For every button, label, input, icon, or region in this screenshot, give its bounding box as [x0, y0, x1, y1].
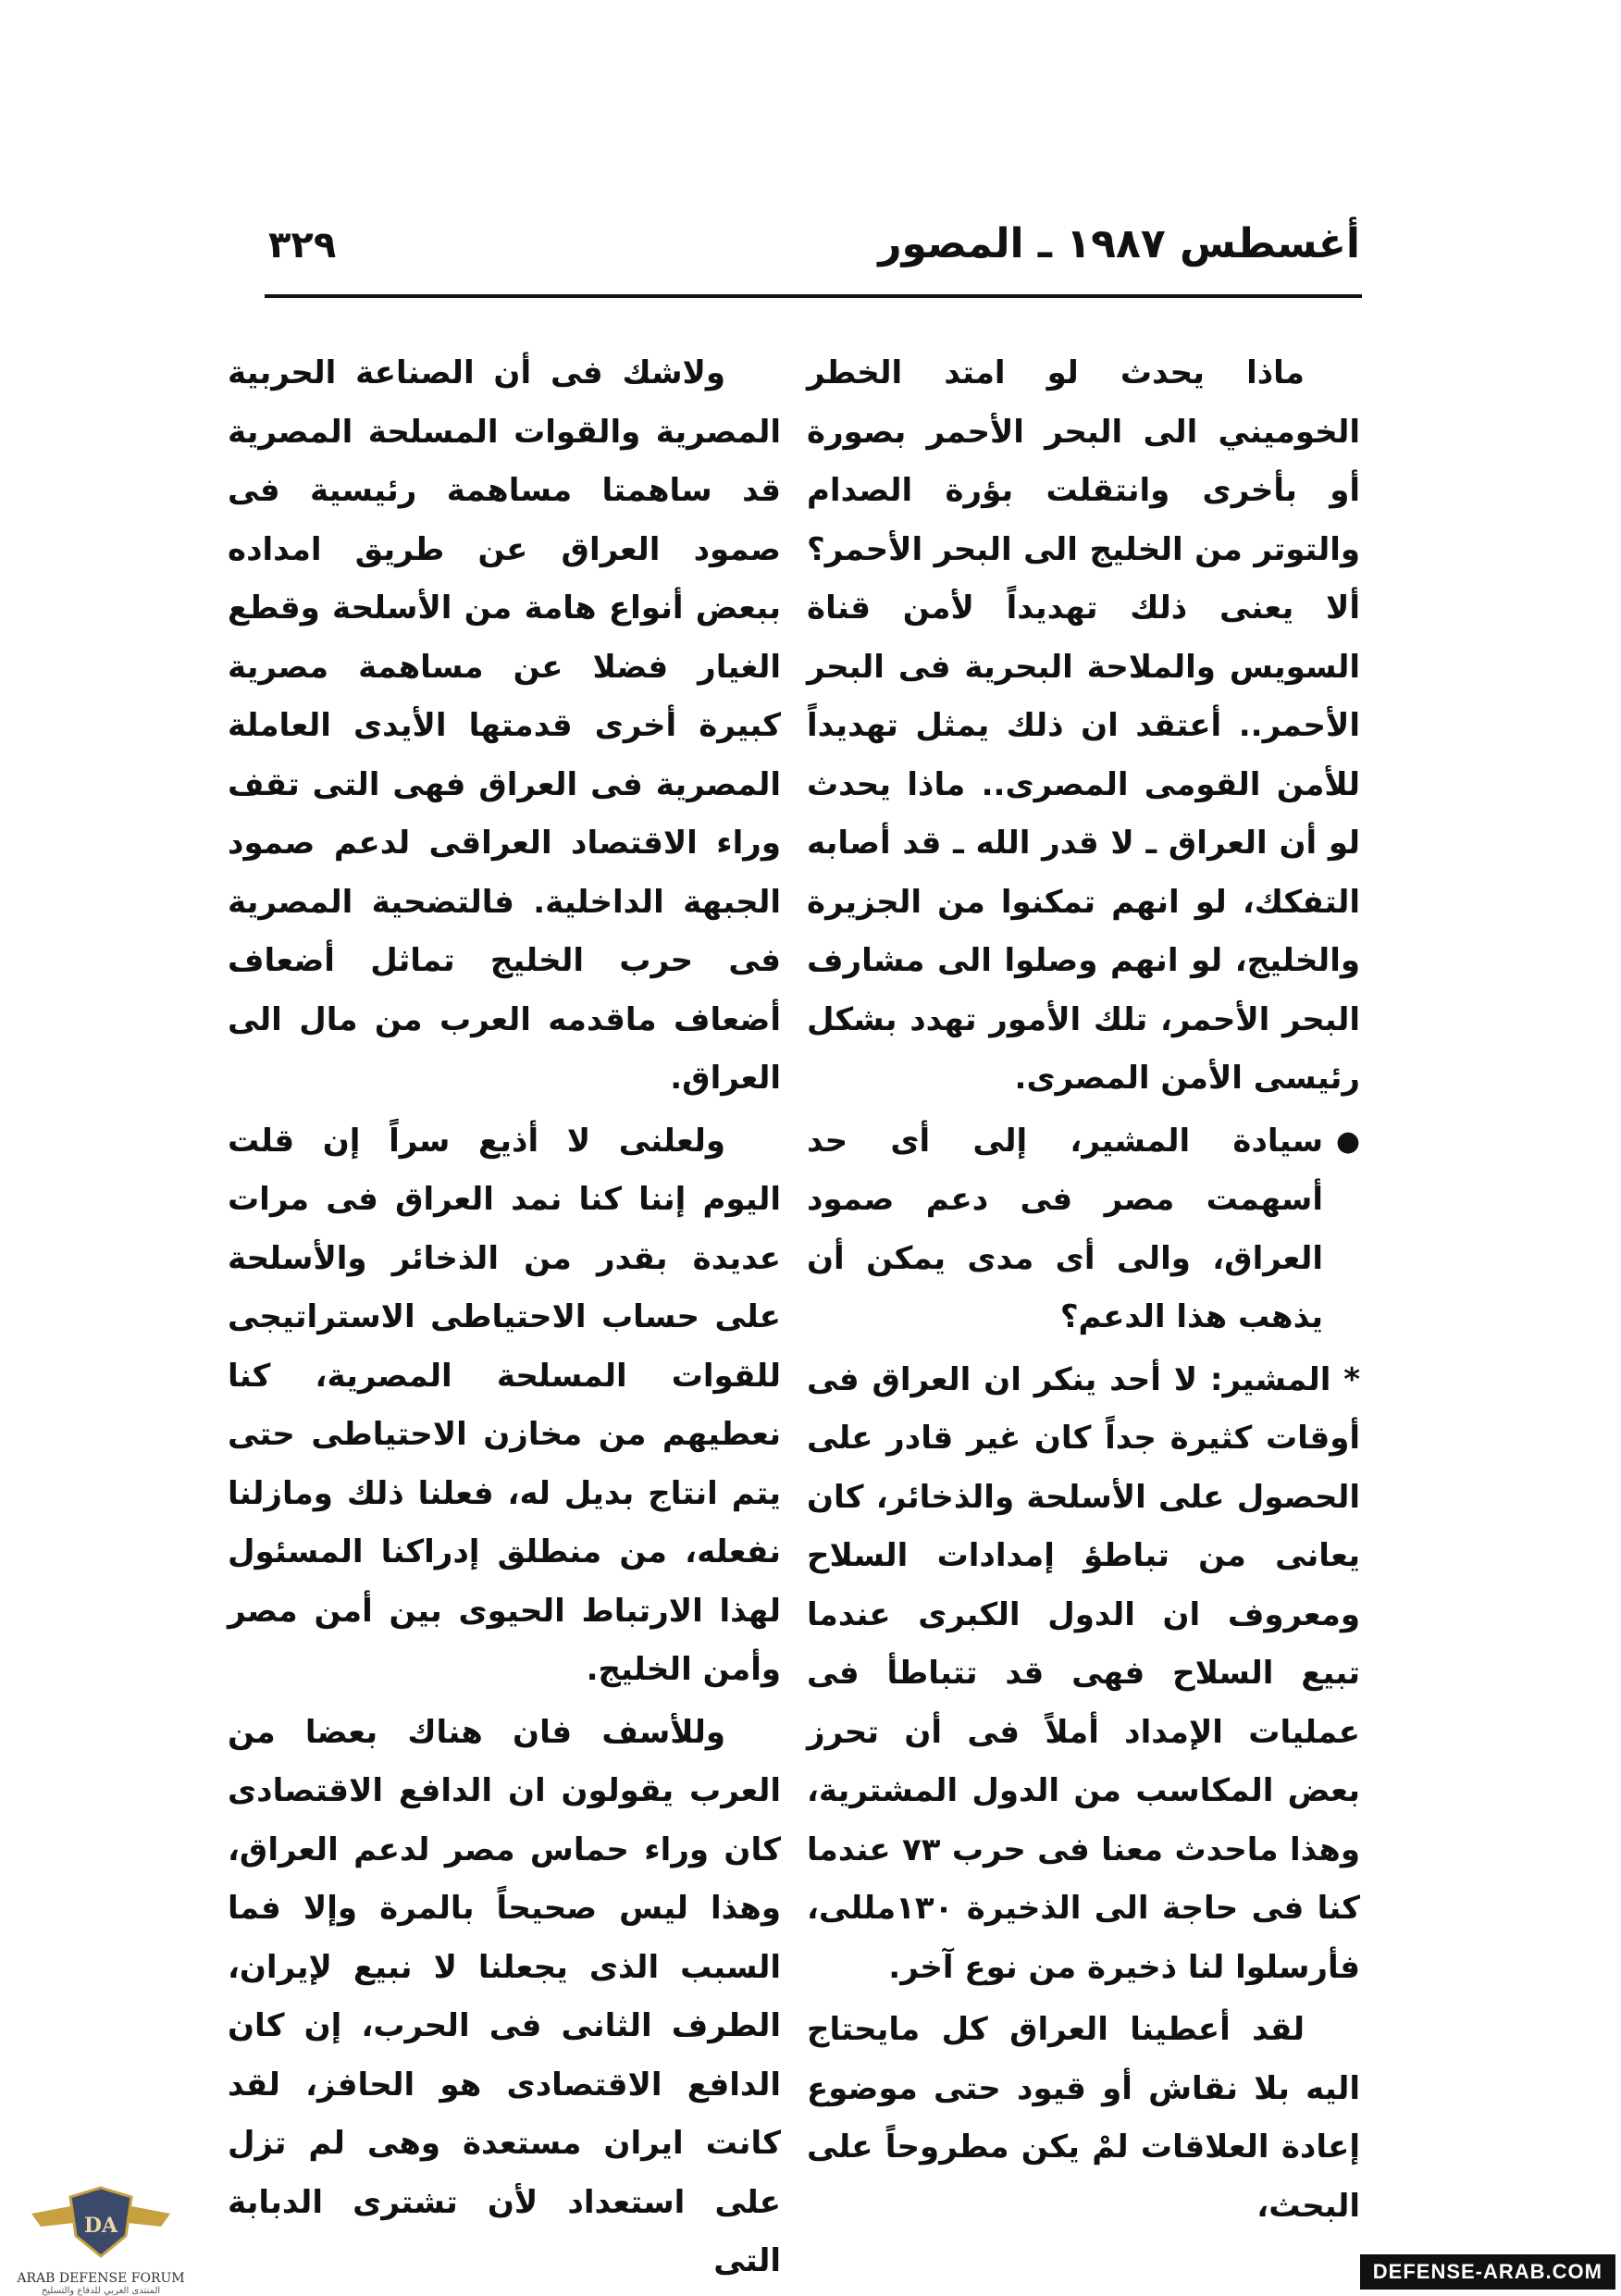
question-text: سيادة المشير، إلى أى حد أسهمت مصر فى دعم صمود العراق، والى أى مدى يمكن أن يذهب هذا الدعم؟ [807, 1122, 1323, 1335]
paragraph: وللأسف فان هناك بعضا من العرب يقولون ان الدافع الاقتصادى كان وراء حماس مصر لدعم العراق، وهذا ليس صحيحاً بالمرة وإلا فما السبب الذى يجعلنا لا نبيع لإيران، الطرف الثانى فى الحرب، إن كان الدافع الاقتصادى هو الحافز، لقد كانت ايران مستعدة وهى لم تزل على استعداد لأن تشترى الدبابة التى [228, 1713, 781, 2279]
page-number: ٣٢٩ [268, 224, 337, 267]
forum-logo [13, 2182, 189, 2296]
logo-letters: DA [83, 2214, 118, 2238]
site-watermark: DEFENSE-ARAB.COM [1360, 2254, 1615, 2290]
shield-logo-icon [13, 2182, 189, 2271]
paragraph: ماذا يحدث لو امتد الخطر الخوميني الى البحر الأحمر بصورة أو بأخرى وانتقلت بؤرة الصدام والتوتر من الخليج الى البحر الأحمر؟ ألا يعنى ذلك تهديداً لأمن قناة السويس والملاحة البحرية فى البحر الأحمر.. أعتقد ان ذلك يمثل تهديداً للأمن القومى المصرى.. ماذا يحدث لو أن العراق ـ لا قدر الله ـ قد أصابه التفكك، لو انهم تمكنوا من الجزيرة والخليج، لو انهم وصلوا الى مشارف البحر الأحمر، تلك الأمور تهدد بشكل رئيسى الأمن المصرى. [807, 354, 1360, 1097]
paragraph: لقد أعطينا العراق كل مايحتاج اليه بلا نقاش أو قيود حتى موضوع إعادة العلاقات لمْ يكن مطروحاً على البحث، [807, 2011, 1360, 2225]
page-header [268, 220, 1360, 285]
running-title: أغسطس ١٩٨٧ ـ المصور [878, 220, 1360, 267]
logo-caption: ARAB DEFENSE FORUM [17, 2271, 185, 2286]
left-column [228, 344, 781, 2295]
star-icon: * [1343, 1360, 1361, 1398]
logo-caption-arabic: المنتدى العربي للدفاع والتسليح [41, 2286, 161, 2296]
paragraph: ولاشك فى أن الصناعة الحربية المصرية والقوات المسلحة المصرية قد ساهمتا مساهمة رئيسية فى صمود العراق عن طريق امداده ببعض أنواع هامة من الأسلحة وقطع الغيار فضلا عن مساهمة مصرية كبيرة أخرى قدمتها الأيدى العاملة المصرية فى العراق فهى التى تقف وراء الاقتصاد العراقى لدعم صمود الجبهة الداخلية. فالتضحية المصرية فى حرب الخليج تماثل أضعاف أضعاف ماقدمه العرب من مال الى العراق. [228, 354, 781, 1097]
answer-text: المشير: لا أحد ينكر ان العراق فى أوقات كثيرة جداً كان غير قادر على الحصول على الأسلحة والذخائر، كان يعانى من تباطؤ إمدادات السلاح ومعروف ان الدول الكبرى عندما تبيع السلاح فهى قد تتباطأ فى عمليات الإمداد أملاً فى أن تحرز بعض المكاسب من الدول المشترية، وهذا ماحدث معنا فى حرب ٧٣ عندما كنا فى حاجة الى الذخيرة ١٣٠مللى، فأرسلوا لنا ذخيرة من نوع آخر. [807, 1360, 1360, 1986]
right-column [807, 344, 1360, 2240]
interview-question [807, 1112, 1360, 1347]
interview-answer [807, 1351, 1360, 1998]
header-rule [265, 294, 1362, 298]
paragraph: ولعلنى لا أذيع سراً إن قلت اليوم إننا كنا نمد العراق فى مرات عديدة بقدر من الذخائر والأسلحة على حساب الاحتياطى الاستراتيجى للقوات المسلحة المصرية، كنا نعطيهم من مخازن الاحتياطى حتى يتم انتاج بديل له، فعلنا ذلك ومازلنا نفعله، من منطلق إدراكنا المسئول لهذا الارتباط الحيوى بين أمن مصر وأمن الخليج. [228, 1122, 781, 1688]
bullet-icon: ● [1335, 1124, 1360, 1158]
